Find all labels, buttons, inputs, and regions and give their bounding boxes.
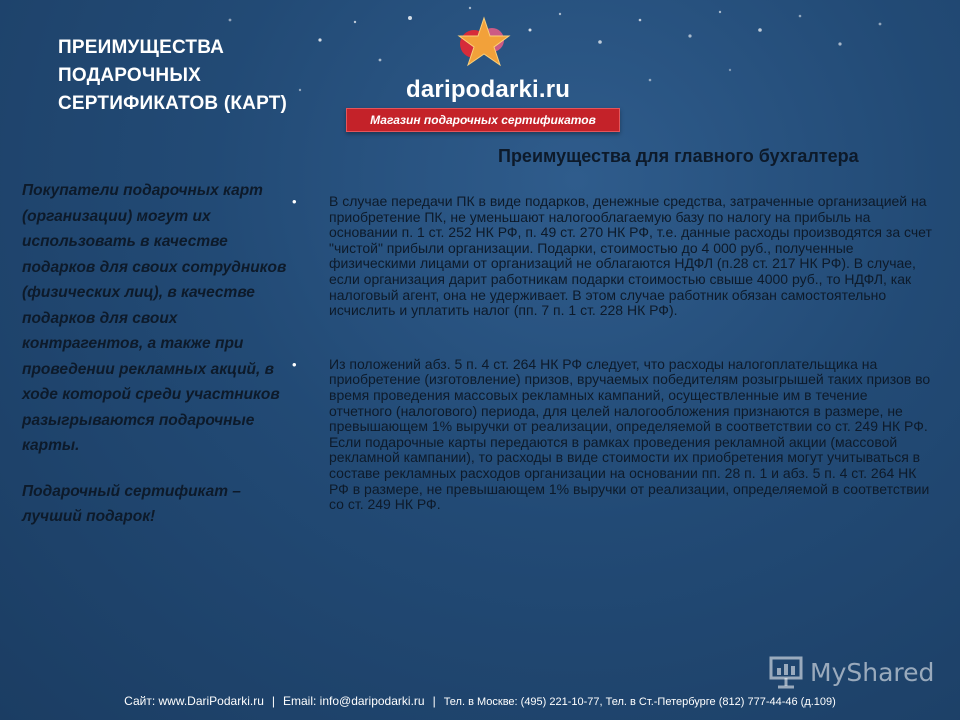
star-icon	[452, 14, 512, 74]
bullet-text: Из положений абз. 5 п. 4 ст. 264 НК РФ следует, что расходы налогоплательщика на приобретение (изготовление) призов, вручаемых победителям розыгрышей таких призов во время проведения массовых рекламных кампаний, осуществленные им в течение отчетного (налогового) периода, для целей налогообложения признаются в размере, не превышающем 1% выручки от реализации, определяемой в соответствии со ст. 249 НК РФ. Если подарочные карты передаются в рамках проведения рекламной акции (массовой рекламной кампании), то расходы в виде стоимости их приобретения могут учитываться в составе рекламных расходов организации на основании пп. 28 п. 1 и абз. 5 п. 4 ст. 264 НК РФ в размере, не превышающем 1% выручки от реализации, определяемой в соответствии со ст. 249 НК РФ.	[329, 355, 931, 513]
footer-phones: Тел. в Москве: (495) 221-10-77, Тел. в Ст.-Петербурге (812) 777-44-46 (д.109)	[443, 696, 836, 708]
footer-separator: |	[432, 694, 436, 708]
list-item	[292, 357, 932, 513]
presentation-icon	[768, 654, 804, 690]
slide-title: ПРЕИМУЩЕСТВА ПОДАРОЧНЫХ СЕРТИФИКАТОВ (КАРТ)	[58, 37, 288, 114]
list-item	[292, 194, 932, 319]
left-paragraph-buyers: Покупатели подарочных карт (организации) могут их использовать в качестве подарков для своих сотрудников (физических лиц), в качестве подарков для своих контрагентов, а также при проведении рекламных акций, в ходе которой среди участников разыгрываются подарочные карты.	[22, 182, 287, 454]
left-text-column	[22, 178, 294, 530]
footer-site-link[interactable]: Сайт: www.DariPodarki.ru	[124, 694, 264, 708]
bullet-icon: •	[292, 356, 297, 372]
bullet-text: В случае передачи ПК в виде подарков, денежные средства, затраченные организацией на приобретение ПК, не уменьшают налогооблагаемую базу по налогу на прибыль на основании п. 1 ст. 252 НК РФ, п. 49 ст. 270 НК РФ, т.е. данные расходы производятся за счет "чистой" прибыли организации. Подарки, стоимостью до 4 000 руб., полученные физическими лицами от организаций не облагаются НДФЛ (п.28 ст. 217 НК РФ). В случае, если организация дарит работникам подарки стоимостью свыше 4000 руб., то НДФЛ, как налоговый агент, она не удерживает. В этом случае работник обязан самостоятельно исчислить и уплатить налог (пп. 7 п. 1 ст. 228 НК РФ).	[329, 193, 932, 319]
logo-name: daripodarki.ru	[406, 76, 571, 103]
logo-tagline: Магазин подарочных сертификатов	[346, 108, 620, 132]
footer	[0, 686, 960, 716]
bullet-icon: •	[292, 194, 297, 209]
footer-email-link[interactable]: Email: info@daripodarki.ru	[283, 694, 425, 708]
left-paragraph-slogan: Подарочный сертификат – лучший подарок!	[22, 482, 241, 525]
benefits-list	[292, 194, 932, 513]
section-heading: Преимущества для главного бухгалтера	[498, 146, 859, 166]
daripodarki-logo[interactable]	[340, 10, 630, 130]
watermark-text: MyShared	[810, 658, 935, 687]
footer-separator: |	[271, 694, 275, 708]
